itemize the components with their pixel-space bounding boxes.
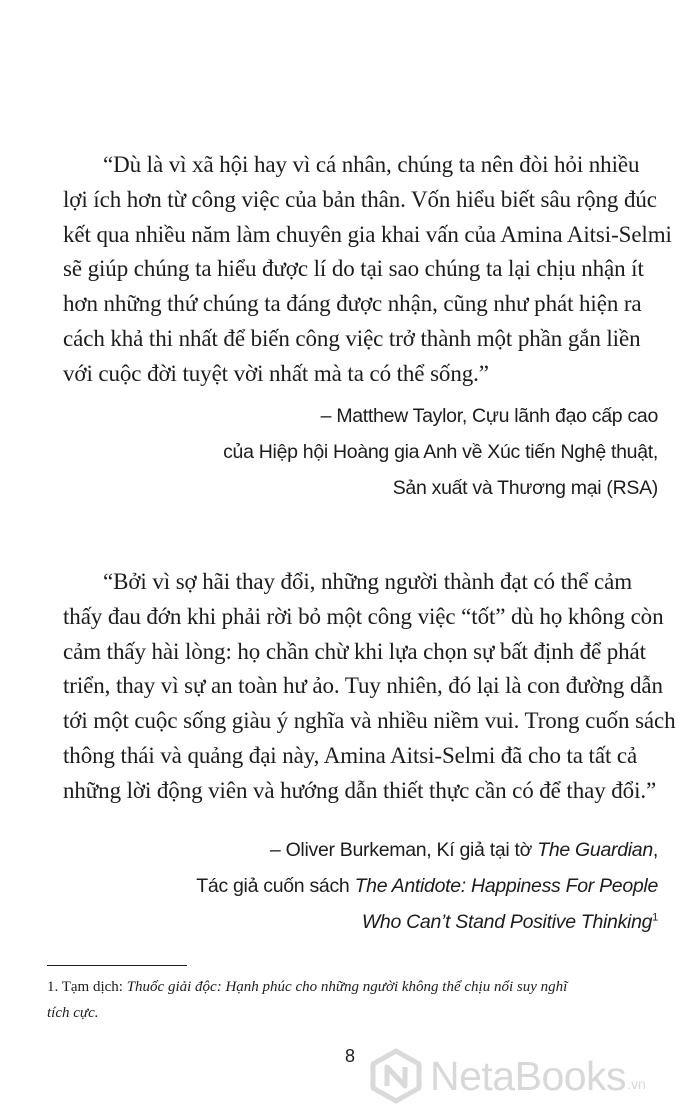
quote-1-line: sẽ giúp chúng ta hiểu được lí do tại sao chúng ta lại chịu nhận ít <box>63 256 644 282</box>
quote-2 <box>63 565 676 809</box>
book-title-part-1: The Antidote: Happiness For People <box>354 875 658 897</box>
quote-1 <box>63 148 673 392</box>
attribution-2 <box>98 832 658 940</box>
footnote <box>47 974 667 1026</box>
punctuation: , <box>652 839 658 861</box>
publication-title: The Guardian <box>537 839 653 861</box>
attribution-2-author: – Oliver Burkeman, Kí giả tại tờ <box>269 839 538 861</box>
footnote-label: 1. Tạm dịch: <box>47 979 127 995</box>
watermark-text: NetaBooks <box>430 1052 627 1099</box>
page-number: 8 <box>344 1046 355 1066</box>
book-title-part-2: Who Can’t Stand Positive Thinking <box>361 911 653 933</box>
quote-2-line: thấy đau đớn khi phải rời bỏ một công việc “tốt” dù họ không còn <box>63 603 664 629</box>
attribution-2-line-1 <box>98 832 658 868</box>
footnote-translation-cont: tích cực. <box>47 1005 99 1021</box>
quote-1-line: lợi ích hơn từ công việc của bản thân. Vốn hiểu biết sâu rộng đúc <box>63 186 657 212</box>
footnote-reference[interactable]: 1 <box>652 911 658 924</box>
quote-2-line: cảm thấy hài lòng: họ chần chừ khi lựa chọn sự bất định để phát <box>63 638 646 664</box>
attribution-1-line: – Matthew Taylor, Cựu lãnh đạo cấp cao <box>320 405 658 427</box>
attribution-2-line-3 <box>98 904 658 940</box>
quote-2-line: tới một cuộc sống giàu ý nghĩa và nhiều niềm vui. Trong cuốn sách <box>63 708 676 734</box>
attribution-2-line-2 <box>98 868 658 904</box>
quote-2-line: những lời động viên và hướng dẫn thiết thực cần có để thay đổi.” <box>63 777 657 803</box>
quote-1-line: kết qua nhiều năm làm chuyên gia khai vấn của Amina Aitsi-Selmi <box>63 221 672 247</box>
attribution-1-line: Sản xuất và Thương mại (RSA) <box>392 477 658 499</box>
quote-1-line: hơn những thứ chúng ta đáng được nhận, cũng như phát hiện ra <box>63 291 642 317</box>
footnote-translation: Thuốc giải độc: Hạnh phúc cho những người không thể chịu nổi suy nghĩ <box>126 979 568 995</box>
quote-1-line: với cuộc đời tuyệt vời nhất mà ta có thể sống.” <box>63 360 489 386</box>
footnote-divider <box>47 965 187 966</box>
quote-2-line: thông thái và quảng đại này, Amina Aitsi-Selmi đã cho ta tất cả <box>63 742 638 768</box>
quote-2-line: triển, thay vì sự an toàn hư ảo. Tuy nhiên, đó lại là con đường dẫn <box>63 673 663 699</box>
quote-2-line: “Bởi vì sợ hãi thay đổi, những người thành đạt có thể cảm <box>103 569 633 594</box>
watermark-tld: .vn <box>627 1076 646 1092</box>
watermark <box>368 1046 698 1106</box>
quote-1-line: cách khả thi nhất để biến công việc trở thành một phần gắn liền <box>63 325 641 351</box>
attribution-2-role: Tác giả cuốn sách <box>196 875 355 897</box>
attribution-1-line: của Hiệp hội Hoàng gia Anh về Xúc tiến Nghệ thuật, <box>223 441 658 463</box>
quote-1-line: “Dù là vì xã hội hay vì cá nhân, chúng ta nên đòi hỏi nhiều <box>103 152 640 177</box>
netabooks-logo-icon <box>368 1048 424 1104</box>
attribution-1 <box>98 398 658 506</box>
